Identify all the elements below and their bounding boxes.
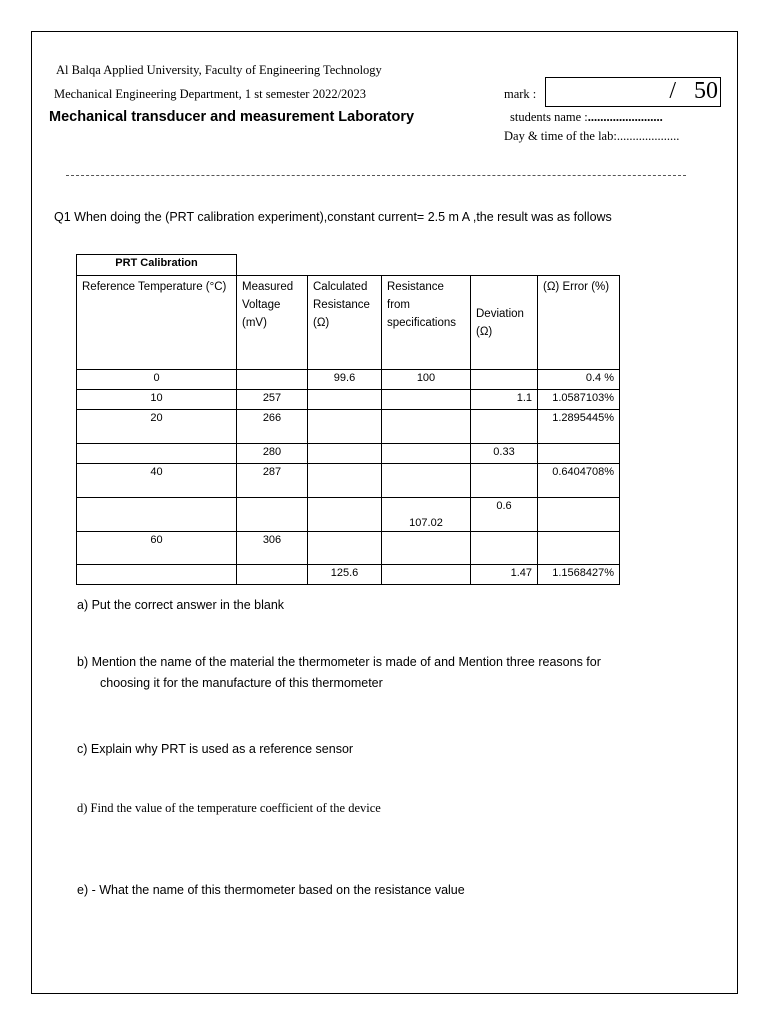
- lab-title: Mechanical transducer and measurement Laboratory: [49, 109, 415, 125]
- cell-calc: [308, 464, 382, 498]
- cell-voltage: 266: [237, 410, 308, 444]
- day-time-dots: ....................: [616, 129, 680, 143]
- cell-spec: [382, 410, 471, 444]
- cell-dev: 0.6: [471, 498, 538, 532]
- prt-calibration-table: [76, 254, 620, 585]
- table-caption: PRT Calibration: [77, 255, 237, 276]
- cell-err: 1.1568427%: [538, 565, 620, 585]
- cell-err: 0.6404708%: [538, 464, 620, 498]
- table-row: [77, 444, 620, 464]
- table-row: [77, 464, 620, 498]
- cell-temp: 60: [77, 532, 237, 565]
- cell-temp: 40: [77, 464, 237, 498]
- table-row: [77, 410, 620, 444]
- cell-dev: [471, 532, 538, 565]
- cell-calc: [308, 390, 382, 410]
- cell-temp: 0: [77, 370, 237, 390]
- cell-dev: [471, 464, 538, 498]
- table-row: [77, 370, 620, 390]
- cell-temp: [77, 498, 237, 532]
- mark-label: mark :: [504, 87, 537, 101]
- header-voltage: Measured Voltage (mV): [237, 276, 308, 370]
- students-name-label: students name :: [510, 110, 588, 124]
- separator-line: [66, 175, 686, 176]
- students-name-field[interactable]: [510, 110, 663, 125]
- cell-err: 0.4 %: [538, 370, 620, 390]
- cell-voltage: 287: [237, 464, 308, 498]
- cell-calc: 125.6: [308, 565, 382, 585]
- cell-err: [538, 444, 620, 464]
- cell-temp: 20: [77, 410, 237, 444]
- cell-dev: [471, 410, 538, 444]
- cell-spec: [382, 464, 471, 498]
- table-row: [77, 532, 620, 565]
- question-d: d) Find the value of the temperature coefficient of the device: [77, 801, 381, 815]
- cell-voltage: [237, 565, 308, 585]
- cell-voltage: 257: [237, 390, 308, 410]
- header-ref-temp: Reference Temperature (°C): [77, 276, 237, 370]
- cell-dev: 1.1: [471, 390, 538, 410]
- cell-spec: [382, 390, 471, 410]
- cell-err: 1.0587103%: [538, 390, 620, 410]
- day-time-field[interactable]: [504, 129, 679, 144]
- table-row: [77, 390, 620, 410]
- cell-calc: [308, 498, 382, 532]
- cell-temp: [77, 565, 237, 585]
- cell-calc: 99.6: [308, 370, 382, 390]
- cell-voltage: 306: [237, 532, 308, 565]
- mark-total: 50: [694, 78, 718, 104]
- students-name-dots: ........................: [587, 110, 663, 124]
- mark-slash: /: [669, 78, 676, 104]
- cell-calc: [308, 532, 382, 565]
- cell-temp: [77, 444, 237, 464]
- question-e: e) - What the name of this thermometer based on the resistance value: [77, 883, 465, 897]
- table-row: [77, 498, 620, 532]
- cell-dev: 1.47: [471, 565, 538, 585]
- question-c: c) Explain why PRT is used as a reference sensor: [77, 742, 354, 756]
- department-line: Mechanical Engineering Department, 1 st semester 2022/2023: [54, 87, 367, 101]
- header-calc-res: Calculated Resistance (Ω): [308, 276, 382, 370]
- question-1-text: Q1 When doing the (PRT calibration experiment),constant current= 2.5 m A ,the result was as follows: [54, 210, 612, 224]
- mark-box[interactable]: [545, 77, 721, 107]
- cell-err: [538, 532, 620, 565]
- cell-spec: 100: [382, 370, 471, 390]
- cell-spec: [382, 444, 471, 464]
- question-b-line2: choosing it for the manufacture of this thermometer: [100, 676, 383, 690]
- header-deviation: Deviation (Ω): [471, 276, 538, 370]
- cell-spec: [382, 532, 471, 565]
- cell-voltage: [237, 370, 308, 390]
- cell-spec: 107.02: [382, 498, 471, 532]
- cell-voltage: [237, 498, 308, 532]
- question-a: a) Put the correct answer in the blank: [77, 598, 285, 612]
- university-name: Al Balqa Applied University, Faculty of Engineering Technology: [56, 63, 382, 77]
- cell-spec: [382, 565, 471, 585]
- cell-err: [538, 498, 620, 532]
- cell-dev: [471, 370, 538, 390]
- cell-temp: 10: [77, 390, 237, 410]
- day-time-label: Day & time of the lab:: [504, 129, 617, 143]
- cell-voltage: 280: [237, 444, 308, 464]
- header-spec-res: Resistance from specifications: [382, 276, 471, 370]
- table-row: [77, 565, 620, 585]
- cell-calc: [308, 444, 382, 464]
- cell-dev: 0.33: [471, 444, 538, 464]
- cell-calc: [308, 410, 382, 444]
- cell-err: 1.2895445%: [538, 410, 620, 444]
- question-b-line1: b) Mention the name of the material the thermometer is made of and Mention three reasons for: [77, 655, 601, 669]
- header-error: (Ω) Error (%): [538, 276, 620, 370]
